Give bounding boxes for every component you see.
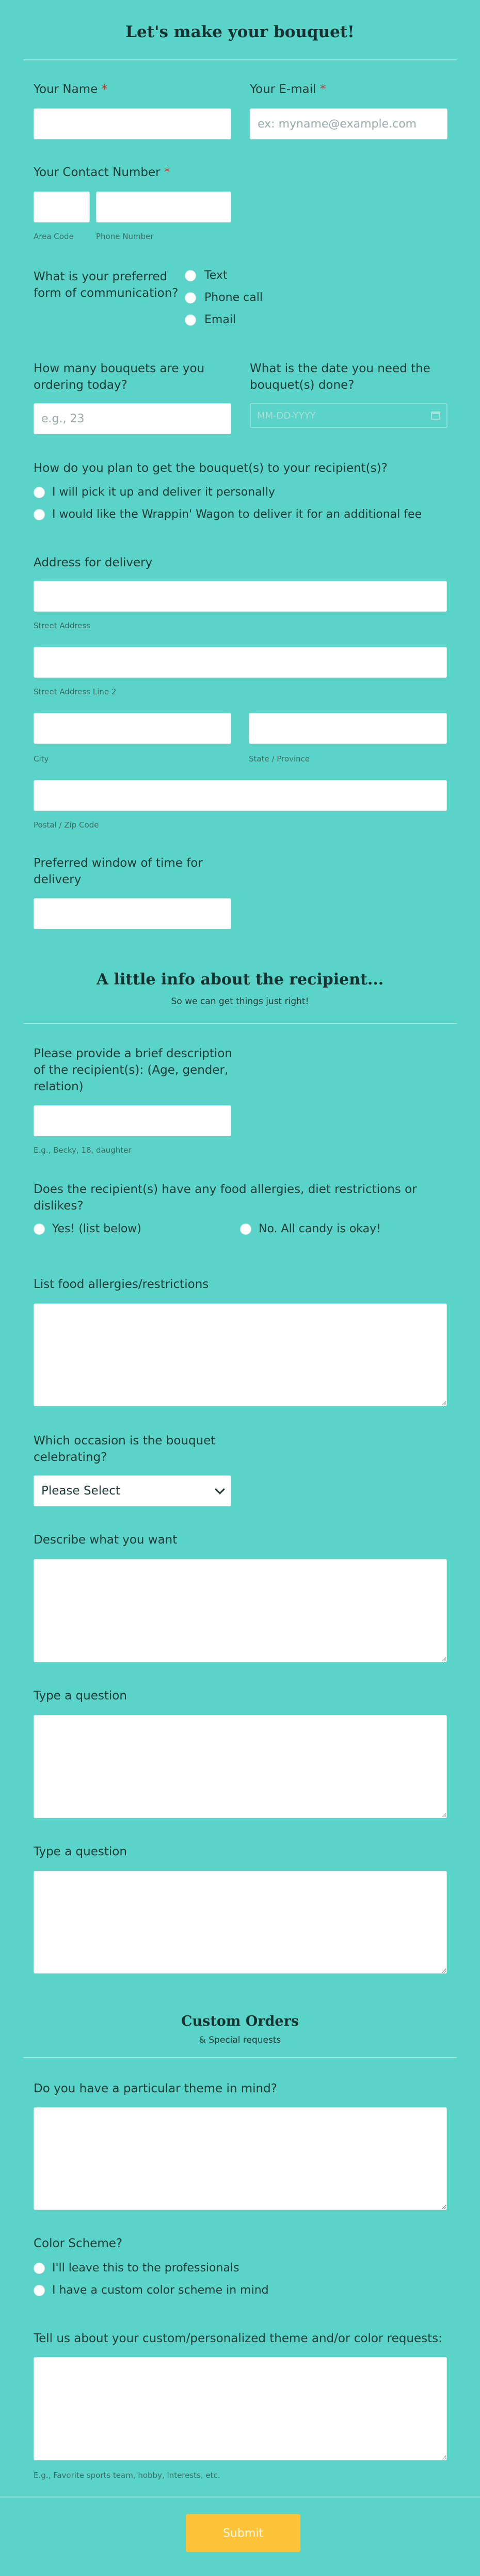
address-label: Address for delivery: [34, 556, 153, 569]
describe-textarea[interactable]: [34, 1559, 447, 1662]
theme-label: Do you have a particular theme in mind?: [34, 2082, 277, 2095]
radio-pickup[interactable]: [34, 487, 45, 498]
calendar-icon[interactable]: [431, 411, 440, 420]
window-input[interactable]: [34, 898, 231, 929]
radio-allergies-yes[interactable]: [34, 1223, 45, 1235]
window-label: Preferred window of time for delivery: [34, 856, 203, 886]
phone-number-hint: Phone Number: [96, 232, 154, 241]
describe-label: Describe what you want: [34, 1533, 178, 1547]
allergies-question-label: Does the recipient(s) have any food allergies, diet restrictions or dislikes?: [34, 1183, 417, 1213]
bouquets-input[interactable]: [34, 403, 231, 434]
radio-email[interactable]: [185, 314, 196, 326]
custom-theme-hint: E.g., Favorite sports team, hobby, interests, etc.: [34, 2471, 220, 2480]
name-input[interactable]: [34, 108, 231, 139]
custom-section-title: Custom Orders: [181, 2013, 299, 2029]
contact-label: [34, 164, 170, 181]
email-label-text: Your E-mail: [250, 83, 316, 96]
custom-theme-textarea[interactable]: [34, 2357, 447, 2460]
option-allergies-yes: Yes! (list below): [52, 1222, 141, 1235]
email-label: [250, 81, 326, 98]
postal-hint: Postal / Zip Code: [34, 820, 99, 830]
custom-divider: [23, 2057, 457, 2058]
question2-label: Type a question: [34, 1845, 127, 1858]
chevron-down-icon: [215, 1484, 225, 1494]
area-code-hint: Area Code: [34, 232, 74, 241]
question1-textarea[interactable]: [34, 1715, 447, 1818]
delivery-method-label: How do you plan to get the bouquet(s) to your recipient(s)?: [34, 462, 388, 475]
city-input[interactable]: [34, 713, 231, 744]
occasion-label: Which occasion is the bouquet celebrating?: [34, 1434, 216, 1464]
recipient-divider: [23, 1023, 457, 1024]
custom-theme-label: Tell us about your custom/personalized theme and/or color requests:: [34, 2332, 442, 2345]
communication-label: What is your preferred form of communication?: [34, 270, 179, 300]
postal-input[interactable]: [34, 780, 447, 811]
email-input[interactable]: [250, 108, 447, 139]
option-text: Text: [204, 269, 228, 282]
street-address-input[interactable]: [34, 581, 447, 612]
area-code-input[interactable]: [34, 192, 90, 222]
occasion-selected-value: Please Select: [41, 1484, 120, 1498]
allergies-list-textarea[interactable]: [34, 1303, 447, 1406]
name-label: [34, 81, 107, 98]
option-leave-to-professionals: I'll leave this to the professionals: [52, 2262, 239, 2275]
name-label-text: Your Name: [34, 83, 98, 96]
radio-phone-call[interactable]: [185, 292, 196, 304]
state-hint: State / Province: [249, 754, 310, 764]
option-allergies-no: No. All candy is okay!: [259, 1222, 381, 1235]
custom-section-subtitle: & Special requests: [199, 2035, 281, 2045]
radio-custom-color-scheme[interactable]: [34, 2285, 45, 2296]
option-pickup: I will pick it up and deliver it personally: [52, 486, 275, 499]
required-marker: *: [164, 166, 170, 179]
option-custom-color-scheme: I have a custom color scheme in mind: [52, 2284, 269, 2297]
radio-wagon-delivery[interactable]: [34, 509, 45, 520]
theme-textarea[interactable]: [34, 2107, 447, 2210]
radio-allergies-no[interactable]: [240, 1223, 251, 1235]
submit-button[interactable]: Submit: [186, 2514, 300, 2552]
option-phone-call: Phone call: [204, 291, 263, 304]
date-input[interactable]: [250, 403, 447, 428]
email-placeholder: ex: myname@example.com: [258, 117, 417, 131]
bouquets-label: How many bouquets are you ordering today?: [34, 362, 205, 392]
required-marker: *: [319, 83, 326, 96]
bouquets-placeholder: e.g., 23: [41, 412, 85, 425]
state-input[interactable]: [249, 713, 447, 744]
question1-label: Type a question: [34, 1689, 127, 1703]
date-label: What is the date you need the bouquet(s) done?: [250, 362, 430, 392]
recipient-desc-label: Please provide a brief description of the recipient(s): (Age, gender, relation): [34, 1047, 232, 1093]
phone-number-input[interactable]: [96, 192, 231, 222]
color-scheme-label: Color Scheme?: [34, 2237, 123, 2250]
header-divider: [23, 59, 457, 60]
radio-text[interactable]: [185, 270, 196, 281]
question2-textarea[interactable]: [34, 1871, 447, 1974]
street-address-2-input[interactable]: [34, 647, 447, 678]
contact-label-text: Your Contact Number: [34, 166, 161, 179]
date-placeholder: MM-DD-YYYY: [257, 410, 316, 421]
recipient-section-title: A little info about the recipient...: [96, 971, 384, 989]
page-title: Let's make your bouquet!: [125, 23, 355, 41]
occasion-select[interactable]: [34, 1475, 231, 1506]
allergies-list-label: List food allergies/restrictions: [34, 1278, 209, 1291]
radio-leave-to-professionals[interactable]: [34, 2263, 45, 2274]
city-hint: City: [34, 754, 49, 764]
option-wagon-delivery: I would like the Wrappin' Wagon to deliver it for an additional fee: [52, 508, 422, 521]
option-email: Email: [204, 313, 236, 326]
recipient-section-subtitle: So we can get things just right!: [171, 996, 309, 1007]
street-address-2-hint: Street Address Line 2: [34, 687, 117, 696]
recipient-desc-input[interactable]: [34, 1105, 231, 1136]
required-marker: *: [101, 83, 108, 96]
street-address-hint: Street Address: [34, 621, 91, 630]
recipient-desc-hint: E.g., Becky, 18, daughter: [34, 1146, 132, 1155]
